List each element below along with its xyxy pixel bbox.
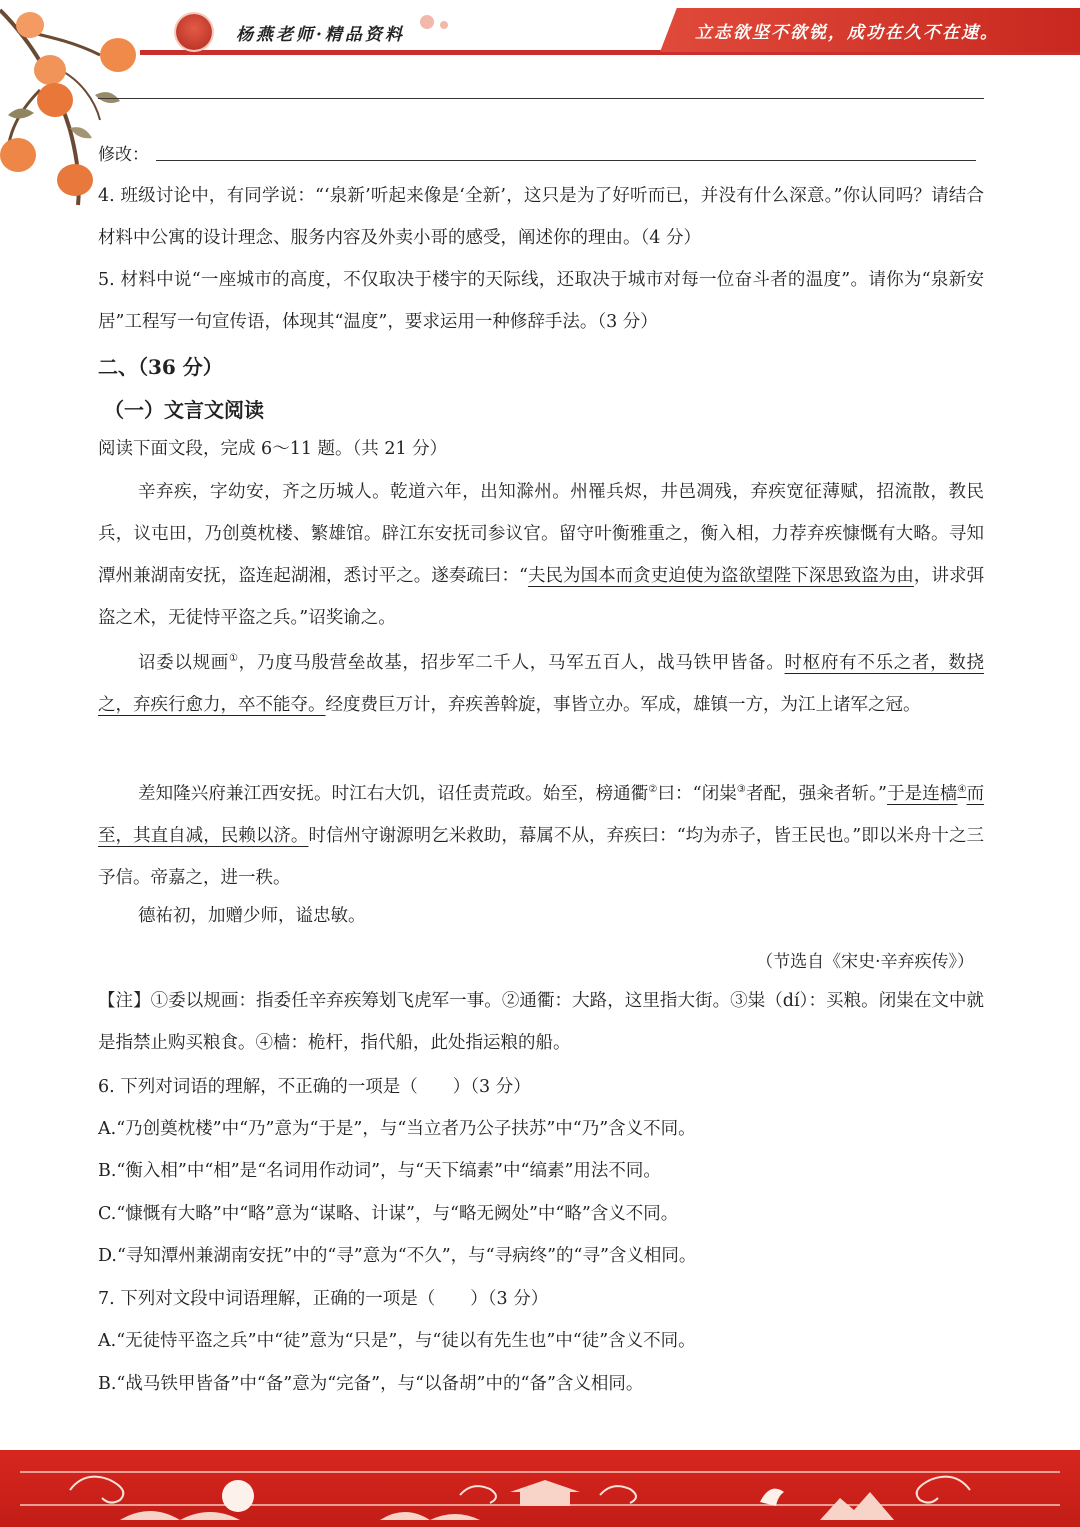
question-6: 6. 下列对词语的理解，不正确的一项是（ ）（3 分） — [98, 1077, 531, 1097]
passage-text: 差知隆兴府兼江西安抚。时江右大饥，诏任责荒政。始至，榜通衢 — [138, 783, 649, 804]
header-brand: 杨燕老师·精品资料 — [236, 25, 405, 45]
question-6-option-c: C.“慷慨有大略”中“略”意为“谋略、计谋”，与“略无阙处”中“略”含义不同。 — [98, 1204, 679, 1224]
passage-text: 辛弃疾，字幼安，齐之历城人。乾道六年，出知滁州。州罹兵烬，井邑凋残，弃疾宽征薄赋，招流散，教民兵，议屯田，乃创奠枕楼、繁雄馆。辟江东安抚司参议官。留守叶衡雅重之，衡入相，力荐弃疾慷慨有大略。寻知潭州兼湖南安抚，盗连起湖湘，悉讨平之。遂奏疏曰：“ — [98, 482, 984, 586]
footnote-mark: ② — [648, 784, 658, 795]
question-7: 7. 下列对文段中词语理解，正确的一项是（ ）（3 分） — [98, 1289, 549, 1309]
fix-answer-line[interactable] — [156, 160, 976, 161]
underlined-sentence: 夫民为国本而贪吏迫使为盗欲望陛下深思致盗为由 — [527, 566, 914, 586]
underlined-sentence: 时枢府有不乐之者，数挠之，弃疾行愈力，卒不能夺。 — [98, 652, 985, 715]
decorative-dots-icon — [420, 14, 454, 33]
footnote-mark: ① — [228, 653, 239, 664]
passage-paragraph-2 — [98, 638, 984, 726]
footnotes: 【注】①委以规画：指委任辛弃疾筹划飞虎军一事。②通衢：大路，这里指大街。③粜（dí）：买粮。闭粜在文中就是指禁止购买粮食。④樯：桅杆，指代船，此处指运粮的船。 — [98, 991, 984, 1053]
passage-text: 时信州守谢源明乞米救助，幕属不从，弃疾曰：“均为赤子，皆王民也。”即以米舟十之三予信。帝嘉之，进一秩。 — [98, 825, 984, 888]
passage-text: 者配，强籴者斩。” — [745, 783, 887, 804]
passage-text: 曰：“闭粜 — [657, 783, 737, 804]
header-motto: 立志欲坚不欲锐，成功在久不在速。 — [695, 23, 999, 43]
fix-label: 修改： — [98, 145, 149, 165]
underlined-sentence: 而至，其直自减，民赖以济。 — [98, 783, 985, 846]
answer-line[interactable] — [98, 98, 984, 99]
question-7-option-b: B.“战马铁甲皆备”中“备”意为“完备”，与“以备胡”中的“备”含义相同。 — [98, 1374, 644, 1394]
passage-paragraph-3 — [98, 769, 984, 899]
footnote-mark: ④ — [957, 784, 967, 795]
question-6-option-d: D.“寻知潭州兼湖南安抚”中的“寻”意为“不久”，与“寻病终”的“寻”含义相同。 — [98, 1246, 697, 1266]
page-footer — [0, 1450, 1080, 1527]
passage-paragraph-1 — [98, 471, 984, 639]
passage-text: ，乃度马殷营垒故基，招步军二千人，马军五百人，战马铁甲皆备。 — [238, 652, 785, 673]
question-7-option-a: A.“无徒恃平盗之兵”中“徒”意为“只是”，与“徒以有先生也”中“徒”含义不同。 — [98, 1331, 696, 1351]
subsection-heading: （一）文言文阅读 — [104, 398, 264, 422]
brand-logo-icon — [176, 14, 212, 50]
reading-intro: 阅读下面文段，完成 6～11 题。（共 21 分） — [98, 439, 448, 459]
question-5: 5. 材料中说“一座城市的高度，不仅取决于楼宇的天际线，还取决于城市对每一位奋斗者的温度”。请你为“泉新安居”工程写一句宣传语，体现其“温度”，要求运用一种修辞手法。（3 分） — [98, 270, 984, 332]
passage-text: 诏委以规画 — [138, 652, 229, 673]
passage-paragraph-4: 德祐初，加赠少师，谥忠敏。 — [138, 906, 366, 926]
passage-source: （节选自《宋史·辛弃疾传》） — [756, 952, 974, 972]
underlined-sentence: 于是连樯 — [886, 783, 958, 804]
question-4: 4. 班级讨论中，有同学说：“‘泉新’听起来像是‘全新’，这只是为了好听而已，并没有什么深意。”你认同吗？请结合材料中公寓的设计理念、服务内容及外卖小哥的感受，阐述你的理由。（4 分） — [98, 186, 984, 248]
footnote-mark: ③ — [736, 784, 746, 795]
passage-text: ，讲求弭盗之术，无徒恃平盗之兵。”诏奖谕之。 — [98, 566, 985, 628]
question-6-option-b: B.“衡入相”中“相”是“名词用作动词”，与“天下缟素”中“缟素”用法不同。 — [98, 1161, 661, 1181]
page-header — [0, 0, 1080, 62]
section-heading: 二、（36 分） — [98, 355, 223, 379]
question-6-option-a: A.“乃创奠枕楼”中“乃”意为“于是”，与“当立者乃公子扶苏”中“乃”含义不同。 — [98, 1119, 696, 1139]
footer-decoration-icon — [0, 1450, 1080, 1527]
passage-text: 经度费巨万计，弃疾善斡旋，事皆立办。军成，雄镇一方，为江上诸军之冠。 — [325, 694, 921, 715]
